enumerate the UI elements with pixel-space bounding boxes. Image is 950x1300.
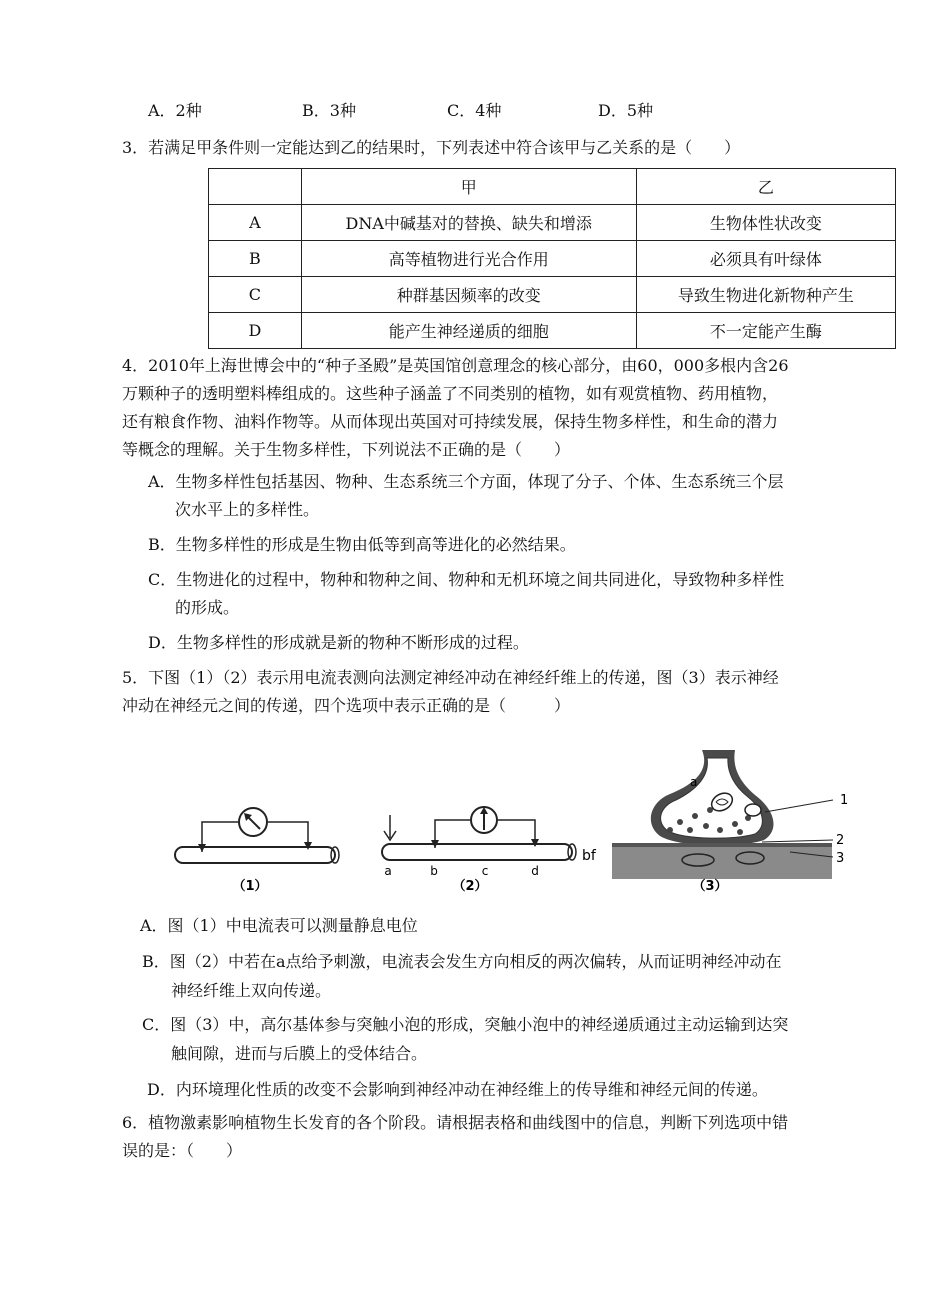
table-cell: A <box>209 205 302 241</box>
table-row <box>209 205 896 241</box>
table-cell: 不一定能产生酶 <box>636 313 895 349</box>
table-cell: DNA中碱基对的替换、缺失和增添 <box>301 205 636 241</box>
q4-stem-line: 还有粮食作物、油料作物等。从而体现出英国对可持续发展，保持生物多样性，和生命的潜力 <box>122 412 779 431</box>
label-a: a <box>690 775 698 789</box>
callout-2: 2 <box>836 833 845 848</box>
q5-option-c-cont: 触间隙，进而与后膜上的受体结合。 <box>171 1044 428 1063</box>
figure-2-caption: （2） <box>452 879 488 894</box>
q2-option-a: A．2种 <box>148 101 202 120</box>
point-b-label: b <box>430 864 438 878</box>
q2-option-c: C．4种 <box>447 101 502 120</box>
table-row <box>209 277 896 313</box>
q4-option-a: A．生物多样性包括基因、物种、生态系统三个方面，体现了分子、个体、生态系统三个层 <box>148 472 784 491</box>
point-d-label: d <box>531 864 539 878</box>
table-row <box>209 313 896 349</box>
point-c-label: c <box>481 864 489 878</box>
bf-label: bf <box>582 848 596 864</box>
q2-option-d: D．5种 <box>598 101 654 120</box>
q4-stem-line: 4．2010年上海世博会中的“种子圣殿”是英国馆创意理念的核心部分，由60，000多根内含26 <box>122 356 789 375</box>
figure-2 <box>382 807 576 894</box>
figure-3 <box>612 750 848 894</box>
table-cell: B <box>209 241 302 277</box>
table-cell: 生物体性状改变 <box>636 205 895 241</box>
table-cell: 必须具有叶绿体 <box>636 241 895 277</box>
q3-table <box>208 168 896 349</box>
q4-option-c: C．生物进化的过程中，物种和物种之间、物种和无机环境之间共同进化，导致物种多样性 <box>148 570 785 589</box>
q4-stem-line: 万颗种子的透明塑料棒组成的。这些种子涵盖了不同类别的植物，如有观赏植物、药用植物， <box>122 384 779 403</box>
q5-option-d: D．内环境理化性质的改变不会影响到神经冲动在神经维上的传导维和神经元间的传递。 <box>147 1080 768 1099</box>
table-header-cell <box>209 169 302 205</box>
q4-option-b: B．生物多样性的形成是生物由低等到高等进化的必然结果。 <box>148 535 576 554</box>
table-cell: 种群基因频率的改变 <box>301 277 636 313</box>
q5-option-b: B．图（2）中若在a点给予刺激，电流表会发生方向相反的两次偏转，从而证明神经冲动在 <box>142 952 782 971</box>
table-row <box>209 241 896 277</box>
table-header-cell: 乙 <box>636 169 895 205</box>
q5-option-b-cont: 神经纤维上双向传递。 <box>171 981 332 1000</box>
table-cell: D <box>209 313 302 349</box>
q5-stem-line: 5．下图（1）（2）表示用电流表测向法测定神经冲动在神经纤维上的传递，图（3）表示神经 <box>122 668 779 687</box>
callout-3: 3 <box>836 851 845 866</box>
table-header-cell: 甲 <box>301 169 636 205</box>
figure-1-caption: （1） <box>232 879 268 894</box>
figure-1 <box>175 808 339 894</box>
neuron-figure <box>150 740 890 900</box>
q6-stem-line: 6．植物激素影响植物生长发育的各个阶段。请根据表格和曲线图中的信息，判断下列选项中错 <box>122 1113 789 1132</box>
q2-options <box>0 100 950 122</box>
table-header-row <box>209 169 896 205</box>
q4-stem-line: 等概念的理解。关于生物多样性，下列说法不正确的是（ ） <box>122 440 571 459</box>
q5-option-c: C．图（3）中，高尔基体参与突触小泡的形成，突触小泡中的神经递质通过主动运输到达突 <box>142 1015 789 1034</box>
q5-option-a: A．图（1）中电流表可以测量静息电位 <box>140 916 418 935</box>
table-cell: 能产生神经递质的细胞 <box>301 313 636 349</box>
q4-option-c-cont: 的形成。 <box>175 598 240 617</box>
table-cell: C <box>209 277 302 313</box>
callout-1: 1 <box>840 793 849 808</box>
q5-stem-line: 冲动在神经元之间的传递，四个选项中表示正确的是（ ） <box>122 696 571 715</box>
q4-option-d: D．生物多样性的形成就是新的物种不断形成的过程。 <box>148 633 529 652</box>
point-a-label: a <box>384 864 392 878</box>
q3-stem: 3．若满足甲条件则一定能达到乙的结果时，下列表述中符合该甲与乙关系的是（ ） <box>122 138 741 157</box>
q6-stem-line: 误的是：（ ） <box>122 1141 243 1160</box>
table-cell: 高等植物进行光合作用 <box>301 241 636 277</box>
q2-option-b: B．3种 <box>302 101 356 120</box>
q4-option-a-cont: 次水平上的多样性。 <box>175 500 320 519</box>
figure-3-caption: （3） <box>692 879 728 894</box>
table-cell: 导致生物进化新物种产生 <box>636 277 895 313</box>
